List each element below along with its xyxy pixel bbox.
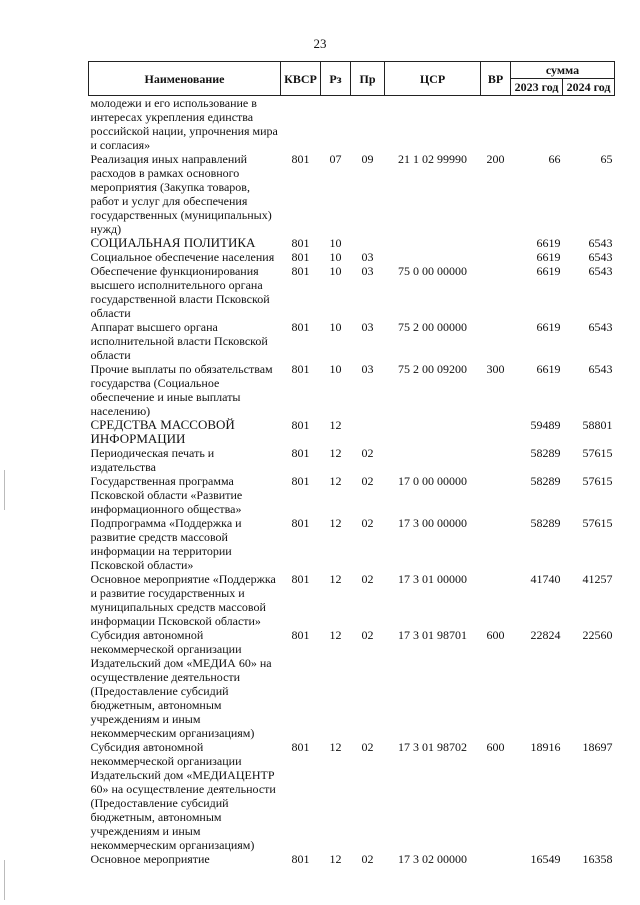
row-sum-2023: 6619 bbox=[536, 236, 561, 250]
row-kvsr: 801 bbox=[291, 362, 310, 376]
row-rz: 12 bbox=[329, 628, 342, 642]
header-year-2024: 2024 год bbox=[563, 79, 615, 96]
row-vr bbox=[481, 236, 511, 250]
row-sum-2023: 6619 bbox=[536, 264, 561, 278]
row-name: Субсидия автономной некоммерческой организации Издательский дом «МЕДИАЦЕНТР 60» на осуществление деятельности (Предоставление субсидий бюджетным, автономным учреждениям и иным некоммерческим организациям) bbox=[90, 740, 276, 852]
row-sum-2024: 65 bbox=[600, 152, 613, 166]
page-number: 23 bbox=[313, 36, 327, 51]
row-rz: 12 bbox=[329, 474, 342, 488]
row-rz bbox=[321, 96, 351, 153]
row-rz: 12 bbox=[329, 852, 342, 866]
row-pr bbox=[351, 236, 385, 250]
row-csr bbox=[385, 418, 481, 446]
row-vr bbox=[481, 572, 511, 628]
table-row bbox=[89, 152, 615, 236]
row-csr: 17 3 01 98701 bbox=[398, 628, 467, 642]
row-vr: 600 bbox=[486, 740, 505, 754]
table-row bbox=[89, 362, 615, 418]
row-rz: 12 bbox=[329, 446, 342, 460]
row-pr: 03 bbox=[361, 320, 374, 334]
row-csr: 21 1 02 99990 bbox=[398, 152, 467, 166]
row-name: Социальное обеспечение населения bbox=[90, 250, 275, 264]
row-pr: 09 bbox=[361, 152, 374, 166]
table-row bbox=[89, 852, 615, 866]
row-vr bbox=[481, 474, 511, 516]
row-pr: 03 bbox=[361, 264, 374, 278]
row-vr: 300 bbox=[486, 362, 505, 376]
table-row bbox=[89, 572, 615, 628]
table-row bbox=[89, 96, 615, 153]
row-name: Реализация иных направлений расходов в рамках основного мероприятия (Закупка товаров, работ и услуг для обеспечения государственных (муниципальных) нужд) bbox=[90, 152, 272, 236]
row-csr: 75 2 00 09200 bbox=[398, 362, 467, 376]
row-csr bbox=[385, 236, 481, 250]
row-csr: 75 2 00 00000 bbox=[398, 320, 467, 334]
table-row bbox=[89, 320, 615, 362]
row-sum-2023: 58289 bbox=[530, 516, 561, 530]
row-name: Периодическая печать и издательства bbox=[90, 446, 215, 474]
row-csr: 75 0 00 00000 bbox=[398, 264, 467, 278]
header-csr: ЦСР bbox=[385, 62, 481, 96]
row-pr: 02 bbox=[361, 516, 374, 530]
row-sum-2024: 58801 bbox=[582, 418, 613, 432]
row-kvsr: 801 bbox=[291, 516, 310, 530]
row-csr bbox=[385, 250, 481, 264]
row-sum-2024: 57615 bbox=[582, 446, 613, 460]
row-csr: 17 3 00 00000 bbox=[398, 516, 467, 530]
row-pr: 02 bbox=[361, 740, 374, 754]
row-name: Обеспечение функционирования высшего исполнительного органа государственной власти Псковской области bbox=[90, 264, 270, 320]
row-pr: 02 bbox=[361, 474, 374, 488]
row-sum-2024: 57615 bbox=[582, 474, 613, 488]
row-rz: 10 bbox=[329, 236, 342, 250]
table-row bbox=[89, 474, 615, 516]
row-vr bbox=[481, 264, 511, 320]
row-kvsr: 801 bbox=[291, 320, 310, 334]
row-kvsr: 801 bbox=[291, 152, 310, 166]
header-sum: сумма bbox=[511, 62, 615, 79]
row-pr: 02 bbox=[361, 446, 374, 460]
table-row bbox=[89, 264, 615, 320]
row-name: Основное мероприятие «Поддержка и развитие государственных и муниципальных средств массовой информации Псковской области» bbox=[90, 572, 276, 628]
row-sum-2024 bbox=[563, 96, 615, 153]
row-sum-2024: 22560 bbox=[582, 628, 613, 642]
row-kvsr: 801 bbox=[291, 474, 310, 488]
row-sum-2024: 57615 bbox=[582, 516, 613, 530]
table-row bbox=[89, 236, 615, 250]
row-kvsr: 801 bbox=[291, 628, 310, 642]
row-vr bbox=[481, 852, 511, 866]
table-row bbox=[89, 516, 615, 572]
row-kvsr: 801 bbox=[291, 446, 310, 460]
row-rz: 12 bbox=[329, 740, 342, 754]
row-sum-2023: 16549 bbox=[530, 852, 561, 866]
row-sum-2023: 41740 bbox=[530, 572, 561, 586]
header-rz: Рз bbox=[321, 62, 351, 96]
row-csr: 17 3 01 00000 bbox=[398, 572, 467, 586]
table-header bbox=[89, 62, 615, 96]
row-vr bbox=[481, 516, 511, 572]
row-name: Аппарат высшего органа исполнительной власти Псковской области bbox=[90, 320, 268, 362]
row-kvsr: 801 bbox=[291, 236, 310, 250]
margin-mark bbox=[4, 860, 5, 900]
header-vr: ВР bbox=[481, 62, 511, 96]
row-vr bbox=[481, 418, 511, 446]
row-rz: 10 bbox=[329, 362, 342, 376]
row-sum-2023: 58289 bbox=[530, 446, 561, 460]
row-name: Прочие выплаты по обязательствам государства (Социальное обеспечение и иные выплаты населению) bbox=[90, 362, 273, 418]
header-year-2023: 2023 год bbox=[511, 79, 563, 96]
row-vr bbox=[481, 250, 511, 264]
row-name: молодежи и его использование в интересах укрепления единства российской нации, упрочнения мира и согласия» bbox=[90, 96, 278, 152]
table-row bbox=[89, 418, 615, 446]
row-name: Государственная программа Псковской области «Развитие информационного общества» bbox=[90, 474, 243, 516]
row-sum-2023: 18916 bbox=[530, 740, 561, 754]
row-name: Субсидия автономной некоммерческой организации Издательский дом «МЕДИА 60» на осуществление деятельности (Предоставление субсидий бюджетным, автономным учреждениям и иным некоммерческим организациям) bbox=[90, 628, 272, 740]
row-pr bbox=[351, 96, 385, 153]
row-pr: 02 bbox=[361, 572, 374, 586]
row-kvsr: 801 bbox=[291, 250, 310, 264]
row-sum-2024: 6543 bbox=[588, 320, 613, 334]
row-pr bbox=[351, 418, 385, 446]
row-rz: 12 bbox=[329, 418, 342, 432]
row-kvsr: 801 bbox=[291, 264, 310, 278]
table-row bbox=[89, 740, 615, 852]
row-sum-2024: 6543 bbox=[588, 264, 613, 278]
row-pr: 03 bbox=[361, 250, 374, 264]
row-sum-2024: 6543 bbox=[588, 250, 613, 264]
row-sum-2023: 22824 bbox=[530, 628, 561, 642]
row-sum-2023: 6619 bbox=[536, 320, 561, 334]
margin-mark bbox=[4, 470, 5, 510]
table-body bbox=[89, 96, 615, 867]
row-vr bbox=[481, 96, 511, 153]
row-sum-2023: 66 bbox=[548, 152, 561, 166]
row-sum-2023: 6619 bbox=[536, 362, 561, 376]
row-csr: 17 3 02 00000 bbox=[398, 852, 467, 866]
row-kvsr: 801 bbox=[291, 418, 310, 432]
row-sum-2023: 58289 bbox=[530, 474, 561, 488]
row-rz: 10 bbox=[329, 320, 342, 334]
header-pr: Пр bbox=[351, 62, 385, 96]
budget-table bbox=[88, 61, 615, 866]
row-kvsr: 801 bbox=[291, 852, 310, 866]
row-rz: 10 bbox=[329, 264, 342, 278]
table-row bbox=[89, 446, 615, 474]
table-row bbox=[89, 628, 615, 740]
table-row bbox=[89, 250, 615, 264]
row-csr bbox=[385, 96, 481, 153]
header-kvsr: КВСР bbox=[281, 62, 321, 96]
row-sum-2023 bbox=[511, 96, 563, 153]
row-csr: 17 0 00 00000 bbox=[398, 474, 467, 488]
row-pr: 02 bbox=[361, 852, 374, 866]
row-kvsr: 801 bbox=[291, 572, 310, 586]
row-name: Подпрограмма «Поддержка и развитие средств массовой информации на территории Псковской области» bbox=[90, 516, 242, 572]
row-vr: 200 bbox=[486, 152, 505, 166]
row-pr: 03 bbox=[361, 362, 374, 376]
row-sum-2023: 6619 bbox=[536, 250, 561, 264]
row-kvsr bbox=[281, 96, 321, 153]
header-name: Наименование bbox=[89, 62, 281, 96]
row-sum-2024: 16358 bbox=[582, 852, 613, 866]
row-sum-2024: 18697 bbox=[582, 740, 613, 754]
row-pr: 02 bbox=[361, 628, 374, 642]
row-rz: 07 bbox=[329, 152, 342, 166]
row-vr bbox=[481, 446, 511, 474]
row-sum-2024: 6543 bbox=[588, 236, 613, 250]
row-vr bbox=[481, 320, 511, 362]
row-name: СРЕДСТВА МАССОВОЙ ИНФОРМАЦИИ bbox=[90, 417, 235, 446]
row-sum-2024: 6543 bbox=[588, 362, 613, 376]
row-sum-2024: 41257 bbox=[582, 572, 613, 586]
row-vr: 600 bbox=[486, 628, 505, 642]
row-csr bbox=[385, 446, 481, 474]
row-rz: 10 bbox=[329, 250, 342, 264]
row-csr: 17 3 01 98702 bbox=[398, 740, 467, 754]
row-rz: 12 bbox=[329, 516, 342, 530]
row-kvsr: 801 bbox=[291, 740, 310, 754]
row-name: СОЦИАЛЬНАЯ ПОЛИТИКА bbox=[90, 235, 256, 250]
row-name: Основное мероприятие bbox=[90, 852, 210, 866]
row-sum-2023: 59489 bbox=[530, 418, 561, 432]
row-rz: 12 bbox=[329, 572, 342, 586]
